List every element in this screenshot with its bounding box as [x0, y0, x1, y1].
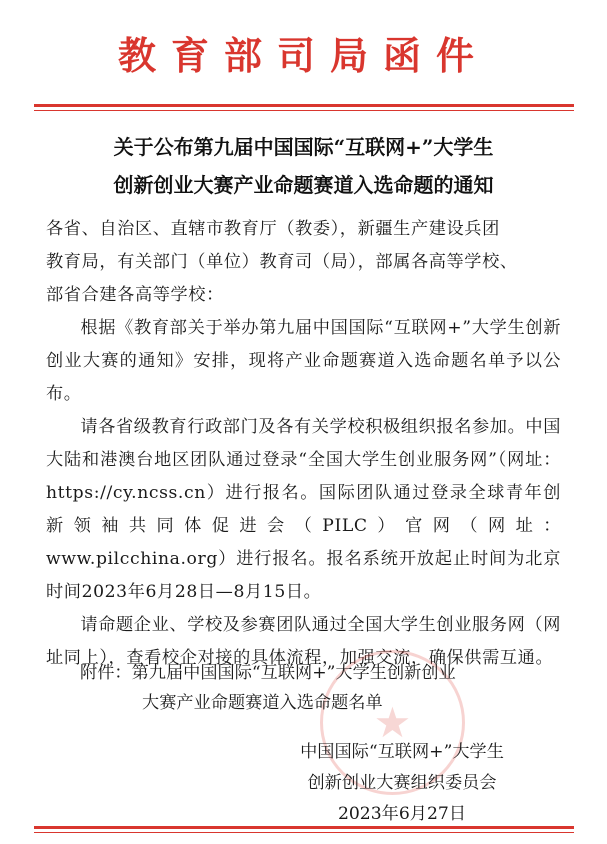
letterhead-rule-top-thin [34, 110, 574, 111]
document-body [46, 213, 561, 675]
attachment-line1: 附件：第九届中国国际“互联网+”大学生创新创业 [80, 663, 456, 683]
signature-org-line1: 中国国际“互联网+”大学生 [300, 742, 504, 762]
recipient-line: 教育局，有关部门（单位）教育司（局），部属各高等学校、 [46, 252, 518, 272]
paragraph-announcement: 根据《教育部关于举办第九届中国国际“互联网+”大学生创新创业大赛的通知》安排，现将产业命题赛道入选命题名单予以公布。 [46, 318, 561, 404]
signature-block [262, 737, 542, 830]
letterhead-rule-top-thick [34, 104, 574, 107]
attachment-line2: 大赛产业命题赛道入选命题名单 [142, 693, 383, 713]
footer-rule-thick [34, 826, 574, 829]
letterhead: 教育部司局函件 [117, 33, 489, 78]
paragraph-registration: 请各省级教育行政部门及各有关学校积极组织报名参加。中国大陆和港澳台地区团队通过登录“全国大学生创业服务网”（网址：https://cy.ncss.cn）进行报名。国际团队通过登录全球青年创新领袖共同体促进会（PILC）官网（网址：www.pilcchina.org）进行报名。报名系统开放起止时间为北京时间2023年6月28日—8月15日。 [46, 417, 561, 602]
document-title-line2: 创新创业大赛产业命题赛道入选命题的通知 [113, 173, 494, 197]
seal-star-icon: ★ [373, 697, 412, 747]
paragraph-docking: 请命题企业、学校及参赛团队通过全国大学生创业服务网（网址同上），查看校企对接的具体流程，加强交流，确保供需互通。 [46, 615, 561, 668]
attachment-note [80, 658, 550, 718]
recipient-line: 部省合建各高等学校： [46, 285, 224, 305]
footer-rule-thin [34, 832, 574, 833]
signature-date: 2023年6月27日 [337, 804, 467, 824]
recipient-line: 各省、自治区、直辖市教育厅（教委），新疆生产建设兵团 [46, 219, 500, 239]
signature-org-line2: 创新创业大赛组织委员会 [307, 773, 497, 793]
document-title-line1: 关于公布第九届中国国际“互联网+”大学生 [113, 135, 494, 159]
